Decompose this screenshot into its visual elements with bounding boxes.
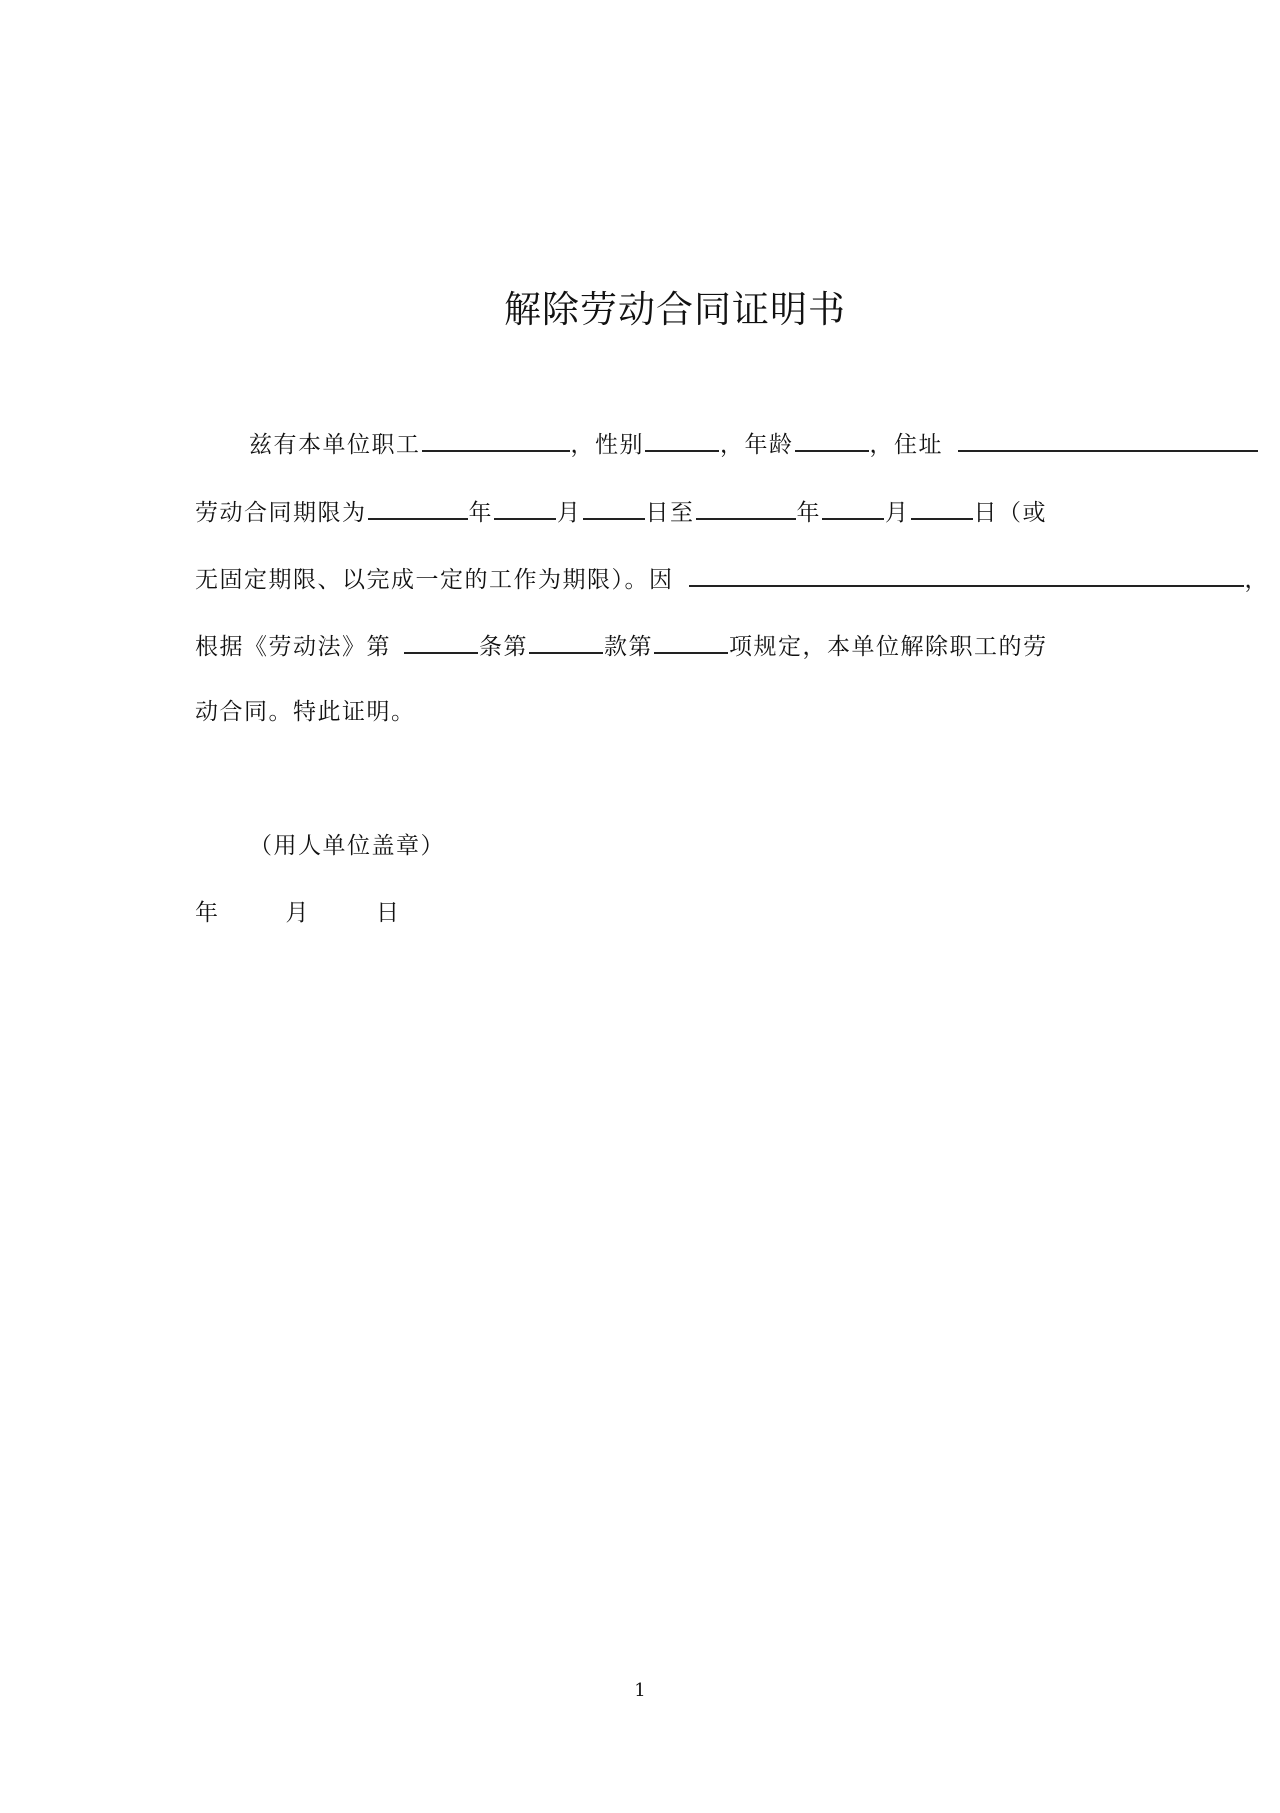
address-blank[interactable] — [958, 428, 1258, 452]
text-clause: 款第 — [604, 634, 653, 660]
text-address-label: ，住址 — [869, 432, 943, 458]
text-day-to: 日至 — [645, 500, 695, 526]
paragraph-line-2 — [195, 496, 1047, 528]
start-month-blank[interactable] — [494, 496, 556, 520]
text-item-provision: 项规定，本单位解除职工的劳 — [729, 634, 1048, 660]
gender-blank[interactable] — [645, 428, 719, 452]
page-number: 1 — [634, 1680, 646, 1701]
date-day-label: 日 — [376, 900, 401, 926]
item-blank[interactable] — [654, 630, 728, 654]
seal-label: （用人单位盖章） — [249, 833, 445, 859]
text-age-label: ，年龄 — [720, 432, 794, 458]
text-article: 条第 — [479, 634, 528, 660]
start-day-blank[interactable] — [583, 496, 645, 520]
paragraph-line-1 — [249, 428, 1259, 460]
employee-name-blank[interactable] — [422, 428, 570, 452]
start-year-blank[interactable] — [368, 496, 468, 520]
text-certification: 动合同。特此证明。 — [195, 699, 416, 725]
date-year-label: 年 — [195, 900, 220, 926]
paragraph-line-4 — [195, 630, 1048, 662]
text-comma: ， — [1244, 567, 1269, 593]
date-line — [195, 898, 401, 928]
end-day-blank[interactable] — [911, 496, 973, 520]
text-month: 月 — [557, 500, 582, 526]
text-year-2: 年 — [796, 500, 821, 526]
age-blank[interactable] — [795, 428, 869, 452]
paragraph-line-3 — [195, 563, 1269, 595]
text-gender-label: ，性别 — [570, 432, 644, 458]
article-blank[interactable] — [404, 630, 478, 654]
end-month-blank[interactable] — [822, 496, 884, 520]
document-title: 解除劳动合同证明书 — [504, 288, 846, 331]
end-year-blank[interactable] — [696, 496, 796, 520]
text-month-2: 月 — [885, 500, 910, 526]
text-employee-label: 兹有本单位职工 — [249, 432, 421, 458]
text-term-type: 无固定期限、以完成一定的工作为期限）。因 — [195, 567, 674, 593]
reason-blank[interactable] — [689, 563, 1244, 587]
text-labor-law-ref: 根据《劳动法》第 — [195, 634, 391, 660]
text-year: 年 — [468, 500, 493, 526]
clause-blank[interactable] — [529, 630, 603, 654]
text-day-or: 日（或 — [973, 500, 1047, 526]
text-contract-term-label: 劳动合同期限为 — [195, 500, 367, 526]
paragraph-line-5 — [195, 697, 416, 727]
date-month-label: 月 — [285, 900, 310, 926]
